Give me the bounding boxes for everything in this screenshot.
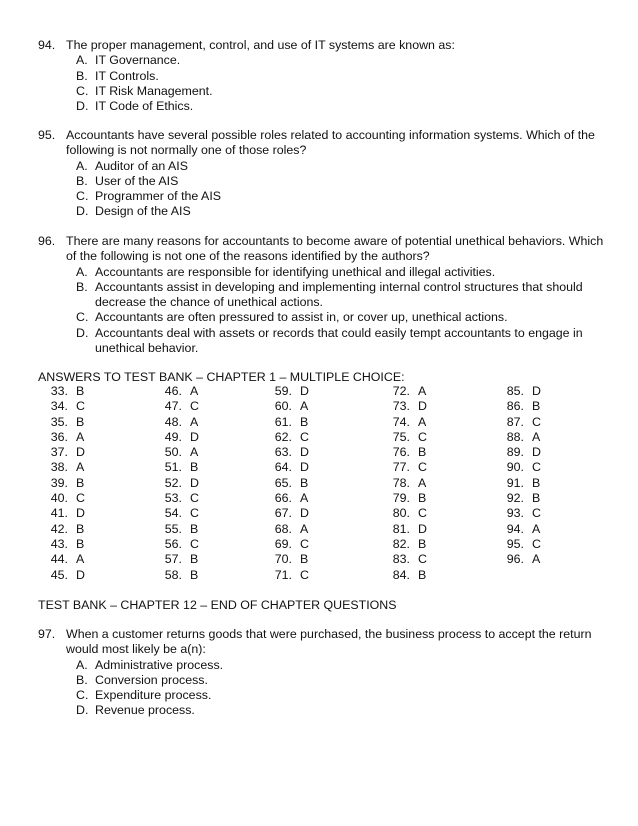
answer-letter: B [190,460,199,475]
answer-row [262,476,309,491]
option-letter: A. [76,657,88,672]
answer-row [494,384,541,399]
answer-row [262,445,309,460]
answer-row [38,460,85,475]
answer-letter: C [532,414,541,429]
option-b [38,69,608,84]
answer-row [494,445,541,460]
answer-number: 70. [274,552,292,567]
question-96 [38,234,608,356]
answer-row [494,506,541,521]
answer-number: 35. [50,414,68,429]
answer-number: 72. [392,384,410,398]
answer-number: 59. [274,384,292,398]
answer-number: 45. [50,567,68,582]
answer-row [38,415,85,430]
answer-row [38,537,85,552]
answer-number: 86. [506,399,524,414]
option-letter: B. [76,173,88,188]
answer-letter: D [190,429,199,444]
answer-number: 43. [50,536,68,551]
answer-letter: C [190,399,199,414]
answer-number: 47. [164,399,182,414]
option-letter: C. [76,688,89,703]
answer-number: 92. [506,491,524,506]
answer-number: 48. [164,414,182,429]
answer-row [380,568,427,583]
answer-row [494,476,541,491]
answer-letter: B [418,567,427,582]
answer-letter: A [300,521,309,536]
option-a [38,159,608,174]
answer-letter: D [532,384,541,398]
answer-row [38,552,85,567]
answer-row [380,415,427,430]
answer-column [152,384,199,583]
answer-letter: B [76,521,85,536]
answer-letter: C [76,491,85,506]
option-text: Auditor of an AIS [95,158,188,173]
answer-row [380,491,427,506]
question-stem [38,128,608,159]
answer-letter: C [190,536,199,551]
answer-letter: A [532,521,541,536]
answer-number: 90. [506,460,524,475]
answer-letter: A [190,384,199,398]
answer-letter: B [76,536,85,551]
answer-row [494,399,541,414]
answer-letter: A [300,491,309,506]
answer-letter: A [418,475,427,490]
answer-number: 64. [274,460,292,475]
answer-letter: A [76,460,85,475]
answer-letter: D [532,445,541,460]
answer-letter: C [418,552,427,567]
answer-number: 60. [274,399,292,414]
answer-letter: B [76,384,85,398]
answer-row [38,491,85,506]
option-text: Accountants deal with assets or records that could easily tempt accountants to engage in unethical behavior. [95,325,583,356]
option-letter: C. [76,83,89,98]
answer-row [152,522,199,537]
answer-letter: C [532,506,541,521]
answer-row [152,460,199,475]
question-stem [38,234,608,265]
answer-number: 69. [274,536,292,551]
answer-letter: A [76,429,85,444]
answer-options [38,159,608,220]
answer-row [152,384,199,399]
answer-number: 88. [506,429,524,444]
answer-row [494,491,541,506]
option-c [38,84,608,99]
answer-number: 91. [506,475,524,490]
question-text: When a customer returns goods that were purchased, the business process to accept the return would most likely be a(n): [66,627,592,657]
answer-letter: C [418,460,427,475]
option-text: IT Code of Ethics. [95,99,194,114]
option-a [38,53,608,68]
answer-number: 67. [274,506,292,521]
answer-number: 80. [392,506,410,521]
option-text: Design of the AIS [95,204,191,219]
answer-number: 42. [50,521,68,536]
answer-row [152,445,199,460]
option-text: Revenue process. [95,703,195,718]
option-text: Conversion process. [95,672,208,687]
question-94 [38,38,608,114]
answer-row [38,430,85,445]
question-text: The proper management, control, and use of IT systems are known as: [66,38,455,52]
question-95 [38,128,608,220]
answer-row [380,445,427,460]
answer-letter: C [300,429,309,444]
answer-letter: B [532,475,541,490]
answer-row [152,491,199,506]
answer-number: 65. [274,475,292,490]
answer-number: 77. [392,460,410,475]
option-text: IT Controls. [95,68,159,83]
answer-letter: C [190,491,199,506]
answer-number: 38. [50,460,68,475]
answer-row [38,476,85,491]
answer-number: 75. [392,429,410,444]
answer-number: 82. [392,536,410,551]
answer-row [38,384,85,399]
answers-heading: ANSWERS TO TEST BANK – CHAPTER 1 – MULTIPLE CHOICE: [38,370,405,384]
answer-letter: C [190,506,199,521]
answer-row [38,445,85,460]
answer-column [38,384,85,583]
answer-row [494,430,541,445]
answer-row [262,399,309,414]
answer-row [152,399,199,414]
answer-row [380,476,427,491]
answer-letter: D [300,506,309,521]
answer-letter: B [76,475,85,490]
answer-letter: A [190,414,199,429]
answer-number: 94. [506,521,524,536]
answer-row [152,506,199,521]
answer-column [380,384,427,583]
answer-number: 71. [274,567,292,582]
option-letter: C. [76,189,89,204]
answer-letter: B [418,536,427,551]
answer-number: 51. [164,460,182,475]
answer-number: 36. [50,429,68,444]
option-text: IT Risk Management. [95,83,213,98]
answer-row [380,522,427,537]
answer-number: 83. [392,552,410,567]
answer-row [494,522,541,537]
answer-number: 37. [50,445,68,460]
answer-letter: A [300,399,309,414]
answer-row [380,506,427,521]
answer-number: 93. [506,506,524,521]
answer-row [262,568,309,583]
answer-letter: B [190,567,199,582]
answer-number: 52. [164,475,182,490]
answer-number: 89. [506,445,524,460]
option-d [38,326,608,357]
answer-letter: A [532,429,541,444]
answer-options [38,658,608,719]
answer-row [494,460,541,475]
question-stem [38,38,608,53]
option-letter: A. [76,264,88,279]
option-letter: B. [76,279,88,294]
answer-row [38,522,85,537]
option-text: Accountants assist in developing and implementing internal control structures that should decrease the chance of unethical actions. [95,279,583,310]
question-97 [38,627,608,719]
answer-row [38,399,85,414]
question-number: 96. [38,234,56,248]
question-text: There are many reasons for accountants to become aware of potential unethical behaviors. Which of the following is not one of the reasons identified by the authors? [66,234,604,264]
answer-row [152,552,199,567]
answer-number: 41. [50,506,68,521]
answer-row [380,384,427,399]
answer-letter: D [76,445,85,460]
question-number: 97. [38,627,56,641]
answer-number: 63. [274,445,292,460]
question-number: 94. [38,38,56,52]
answer-letter: B [418,491,427,506]
answer-row [262,522,309,537]
answer-number: 61. [274,414,292,429]
answer-row [152,476,199,491]
option-b [38,174,608,189]
answer-number: 33. [50,384,68,398]
answer-number: 79. [392,491,410,506]
answer-number: 53. [164,491,182,506]
option-c [38,688,608,703]
answer-row [262,415,309,430]
answer-letter: C [532,460,541,475]
answer-row [262,552,309,567]
answer-row [152,537,199,552]
answer-row [380,552,427,567]
answer-row [262,384,309,399]
answer-number: 62. [274,429,292,444]
option-letter: A. [76,53,88,68]
question-text: Accountants have several possible roles related to accounting information systems. Which of the following is not normally one of those roles? [66,128,595,158]
answer-number: 87. [506,414,524,429]
answer-number: 58. [164,567,182,582]
answer-row [380,537,427,552]
option-c [38,189,608,204]
option-text: Accountants are responsible for identifying unethical and illegal activities. [95,264,496,279]
option-text: Programmer of the AIS [95,189,222,204]
option-c [38,310,608,325]
answer-letter: D [300,445,309,460]
answer-number: 78. [392,475,410,490]
answer-row [380,399,427,414]
option-letter: D. [76,99,89,114]
answer-letter: D [76,506,85,521]
answer-letter: B [300,475,309,490]
answer-letter: B [532,399,541,414]
answer-options [38,265,608,357]
answer-number: 74. [392,414,410,429]
answer-row [380,430,427,445]
answer-row [262,460,309,475]
answer-number: 34. [50,399,68,414]
option-letter: B. [76,672,88,687]
answer-key-grid [38,384,558,584]
answer-number: 95. [506,536,524,551]
answer-letter: D [190,475,199,490]
answer-letter: A [76,552,85,567]
answer-letter: C [300,536,309,551]
answer-number: 76. [392,445,410,460]
answer-letter: A [418,414,427,429]
answer-letter: B [76,414,85,429]
answer-letter: B [418,445,427,460]
answer-letter: C [76,399,85,414]
answer-letter: B [300,552,309,567]
answer-number: 44. [50,552,68,567]
option-d [38,703,608,718]
answer-number: 66. [274,491,292,506]
answer-number: 84. [392,567,410,582]
answer-row [262,537,309,552]
option-a [38,658,608,673]
answer-letter: A [190,445,199,460]
answer-letter: D [418,521,427,536]
answer-row [152,415,199,430]
answer-column [262,384,309,583]
answer-letter: D [418,399,427,414]
answer-letter: A [532,552,541,567]
option-letter: D. [76,325,89,340]
answer-number: 39. [50,475,68,490]
option-text: Accountants are often pressured to assist in, or cover up, unethical actions. [95,310,508,325]
answer-number: 57. [164,552,182,567]
option-text: Administrative process. [95,657,224,672]
answer-letter: C [418,429,427,444]
answer-row [152,568,199,583]
answer-number: 73. [392,399,410,414]
answer-letter: B [190,552,199,567]
answer-letter: C [300,567,309,582]
answer-number: 46. [164,384,182,398]
answer-letter: D [76,567,85,582]
option-d [38,204,608,219]
option-text: IT Governance. [95,53,181,68]
option-letter: A. [76,158,88,173]
answer-number: 85. [506,384,524,398]
answer-number: 54. [164,506,182,521]
answer-letter: D [300,384,309,398]
answer-row [152,430,199,445]
answer-row [380,460,427,475]
option-letter: D. [76,703,89,718]
question-number: 95. [38,128,56,142]
answer-letter: D [300,460,309,475]
answer-row [262,506,309,521]
answer-letter: B [190,521,199,536]
option-a [38,265,608,280]
option-b [38,280,608,311]
answer-row [38,506,85,521]
answer-row [262,491,309,506]
option-letter: D. [76,204,89,219]
answer-number: 50. [164,445,182,460]
answer-row [494,537,541,552]
answer-row [262,430,309,445]
option-letter: B. [76,68,88,83]
answer-letter: A [418,384,427,398]
answer-letter: C [532,536,541,551]
answer-number: 68. [274,521,292,536]
answer-number: 49. [164,429,182,444]
option-text: Expenditure process. [95,688,212,703]
answer-number: 55. [164,521,182,536]
section-heading: TEST BANK – CHAPTER 12 – END OF CHAPTER QUESTIONS [38,598,397,612]
answer-letter: B [300,414,309,429]
option-d [38,99,608,114]
answer-number: 81. [392,521,410,536]
option-letter: C. [76,310,89,325]
answer-row [494,415,541,430]
answer-row [494,552,541,567]
answer-options [38,53,608,114]
answer-number: 40. [50,491,68,506]
question-stem [38,627,608,658]
option-text: User of the AIS [95,173,179,188]
answer-letter: C [418,506,427,521]
answer-number: 96. [506,552,524,567]
answer-row [38,568,85,583]
answer-number: 56. [164,536,182,551]
option-b [38,673,608,688]
answer-letter: B [532,491,541,506]
answer-column [494,384,541,568]
